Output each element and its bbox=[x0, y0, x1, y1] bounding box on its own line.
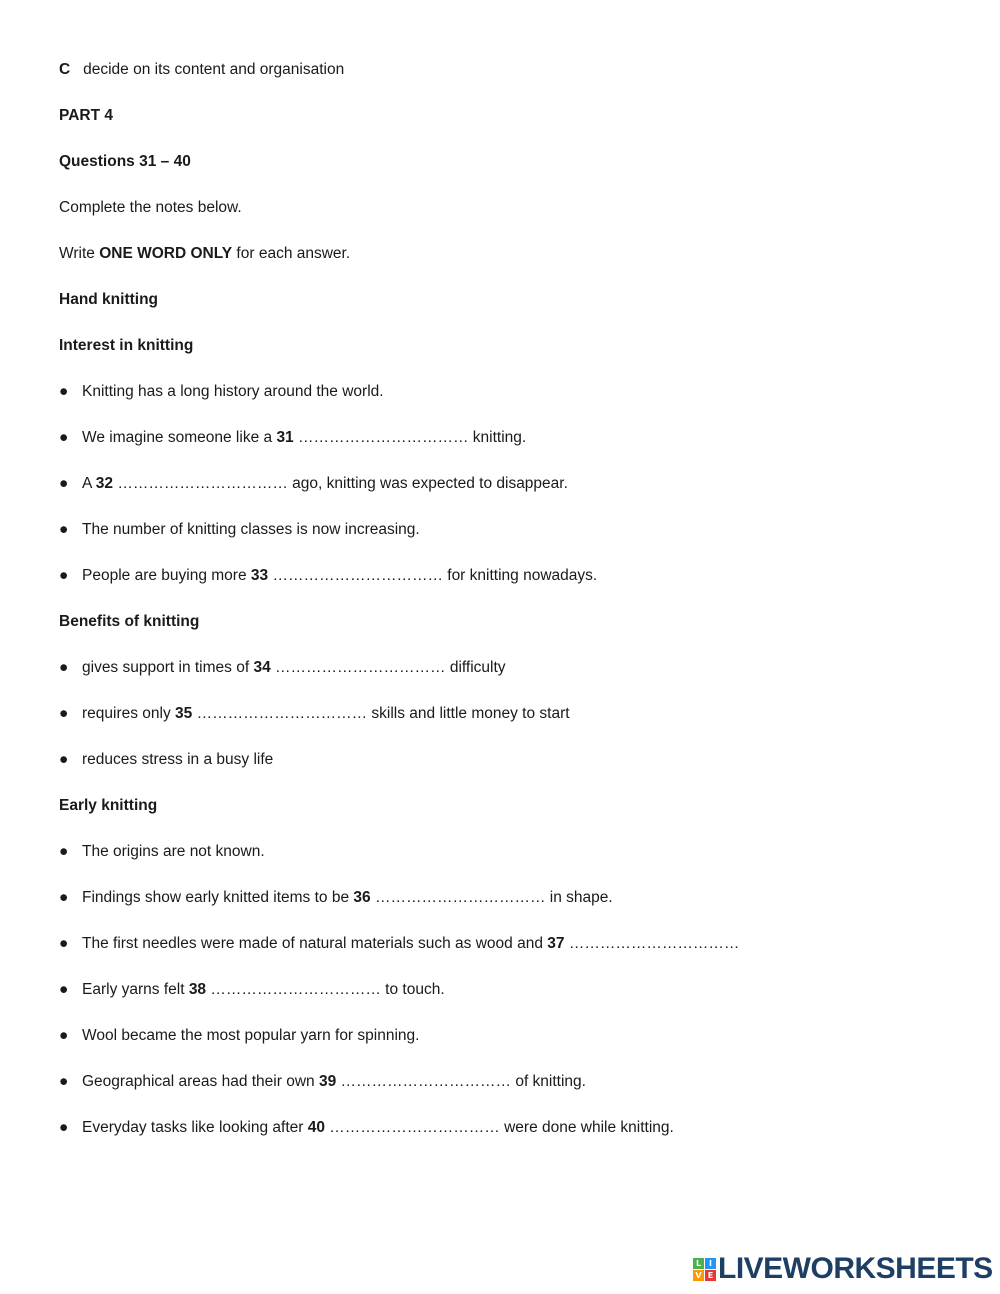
list-item bbox=[59, 750, 273, 770]
list-item bbox=[59, 658, 506, 678]
item-text: Knitting has a long history around the world. bbox=[82, 383, 384, 400]
part-heading: PART 4 bbox=[59, 107, 113, 124]
question-number: 36 bbox=[353, 889, 371, 906]
item-text: We imagine someone like a bbox=[82, 429, 277, 446]
questions-heading: Questions 31 – 40 bbox=[59, 153, 191, 170]
item-text: of knitting. bbox=[511, 1073, 586, 1090]
bullet-icon: ● bbox=[59, 843, 69, 860]
list-item bbox=[59, 842, 265, 862]
answer-blank-34[interactable]: …………………………… bbox=[275, 659, 446, 676]
bullet-icon: ● bbox=[59, 705, 69, 722]
item-text: for knitting nowadays. bbox=[442, 567, 598, 584]
list-item bbox=[59, 428, 526, 448]
instruction-post: for each answer. bbox=[232, 245, 351, 262]
bullet-icon: ● bbox=[59, 751, 69, 768]
notes-title: Hand knitting bbox=[59, 291, 159, 308]
item-text: Wool became the most popular yarn for spinning. bbox=[82, 1027, 420, 1044]
item-text: Geographical areas had their own bbox=[82, 1073, 319, 1090]
bullet-icon: ● bbox=[59, 1027, 69, 1044]
logo-mark-letter: I bbox=[705, 1258, 716, 1269]
answer-blank-36[interactable]: …………………………… bbox=[374, 889, 546, 906]
answer-blank-32[interactable]: …………………………… bbox=[117, 475, 288, 492]
instruction-bold: ONE WORD ONLY bbox=[99, 245, 233, 262]
bullet-icon: ● bbox=[59, 567, 69, 584]
item-text: reduces stress in a busy life bbox=[82, 751, 274, 768]
answer-blank-40[interactable]: …………………………… bbox=[329, 1119, 500, 1136]
question-number: 31 bbox=[276, 429, 294, 446]
bullet-icon: ● bbox=[59, 475, 69, 492]
item-text: The number of knitting classes is now increasing. bbox=[82, 521, 420, 538]
item-text: requires only bbox=[82, 705, 176, 722]
bullet-icon: ● bbox=[59, 1119, 69, 1136]
bullet-icon: ● bbox=[59, 935, 69, 952]
item-text: The origins are not known. bbox=[82, 843, 265, 860]
list-item bbox=[59, 1118, 674, 1138]
instruction-write bbox=[59, 244, 350, 264]
item-text: skills and little money to start bbox=[367, 705, 570, 722]
answer-blank-39[interactable]: …………………………… bbox=[340, 1073, 512, 1090]
bullet-icon: ● bbox=[59, 981, 69, 998]
bullet-icon: ● bbox=[59, 1073, 69, 1090]
logo-mark-letter: E bbox=[705, 1270, 716, 1281]
question-number: 32 bbox=[95, 475, 114, 492]
question-number: 39 bbox=[318, 1073, 337, 1090]
question-number: 35 bbox=[175, 705, 193, 722]
item-text: A bbox=[82, 475, 96, 492]
item-text: in shape. bbox=[545, 889, 613, 906]
item-text: Everyday tasks like looking after bbox=[82, 1119, 308, 1136]
logo-mark-letter: L bbox=[693, 1258, 704, 1269]
list-item bbox=[59, 934, 739, 954]
answer-blank-33[interactable]: …………………………… bbox=[272, 567, 443, 584]
item-text: were done while knitting. bbox=[499, 1119, 674, 1136]
list-item bbox=[59, 980, 445, 1000]
bullet-icon: ● bbox=[59, 383, 69, 400]
answer-blank-35[interactable]: …………………………… bbox=[196, 705, 368, 722]
answer-blank-31[interactable]: …………………………… bbox=[298, 429, 469, 446]
answer-blank-37[interactable]: …………………………… bbox=[568, 935, 740, 952]
option-text: decide on its content and organisation bbox=[83, 61, 345, 78]
list-item bbox=[59, 888, 613, 908]
item-text: difficulty bbox=[445, 659, 506, 676]
option-letter: C bbox=[59, 61, 71, 78]
list-item bbox=[59, 1026, 419, 1046]
question-number: 40 bbox=[307, 1119, 325, 1136]
section-heading: Benefits of knitting bbox=[59, 613, 200, 630]
item-text: The first needles were made of natural materials such as wood and bbox=[82, 935, 548, 952]
bullet-icon: ● bbox=[59, 659, 69, 676]
question-number: 33 bbox=[250, 567, 269, 584]
question-number: 38 bbox=[188, 981, 207, 998]
logo-text: LIVEWORKSHEETS bbox=[718, 1252, 993, 1285]
instruction-pre: Write bbox=[59, 245, 100, 262]
item-text: Early yarns felt bbox=[82, 981, 189, 998]
logo-mark-letter: V bbox=[693, 1270, 704, 1281]
section-heading: Interest in knitting bbox=[59, 337, 194, 354]
list-item bbox=[59, 1072, 586, 1092]
item-text: gives support in times of bbox=[82, 659, 254, 676]
question-number: 37 bbox=[547, 935, 565, 952]
bullet-icon: ● bbox=[59, 521, 69, 538]
item-text: knitting. bbox=[468, 429, 527, 446]
logo-mark-icon bbox=[693, 1258, 716, 1281]
item-text: ago, knitting was expected to disappear. bbox=[287, 475, 568, 492]
item-text: People are buying more bbox=[82, 567, 251, 584]
bullet-icon: ● bbox=[59, 429, 69, 446]
list-item bbox=[59, 520, 420, 540]
list-item bbox=[59, 474, 568, 494]
liveworksheets-logo[interactable] bbox=[693, 1253, 993, 1285]
option-c bbox=[59, 60, 344, 80]
bullet-icon: ● bbox=[59, 889, 69, 906]
question-number: 34 bbox=[253, 659, 271, 676]
answer-blank-38[interactable]: …………………………… bbox=[210, 981, 381, 998]
list-item bbox=[59, 566, 597, 586]
item-text: to touch. bbox=[380, 981, 445, 998]
list-item bbox=[59, 382, 384, 402]
instruction-complete: Complete the notes below. bbox=[59, 199, 242, 216]
section-heading: Early knitting bbox=[59, 797, 158, 814]
item-text: Findings show early knitted items to be bbox=[82, 889, 354, 906]
list-item bbox=[59, 704, 570, 724]
